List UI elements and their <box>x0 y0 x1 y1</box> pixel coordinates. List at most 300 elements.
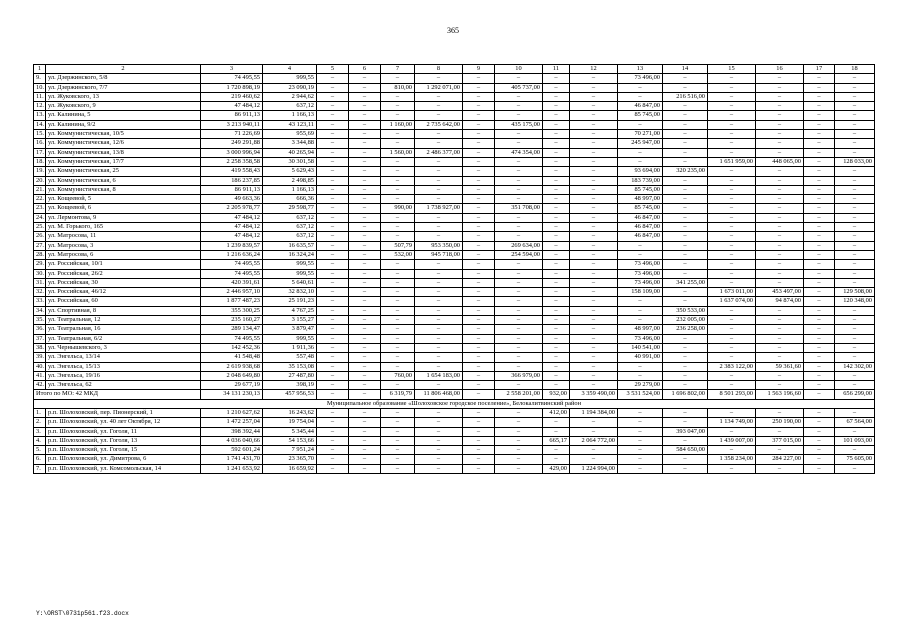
table-cell: – <box>570 288 618 297</box>
table-cell: ул. Театральная, 16 <box>46 325 201 334</box>
table-cell: 637,12 <box>263 232 317 241</box>
table-cell: 29 598,77 <box>263 204 317 213</box>
table-cell: – <box>349 167 381 176</box>
table-cell: – <box>349 130 381 139</box>
table-cell: – <box>663 381 708 390</box>
table-row <box>34 148 875 157</box>
table-cell: 457 956,53 <box>263 390 317 399</box>
table-cell: – <box>463 83 495 92</box>
table-cell: – <box>663 111 708 120</box>
table-cell: 999,55 <box>263 269 317 278</box>
table-cell: – <box>317 390 349 399</box>
table-cell: – <box>317 381 349 390</box>
table-row <box>34 83 875 92</box>
table-cell: – <box>835 408 875 417</box>
table-row <box>34 436 875 445</box>
table-cell: – <box>317 436 349 445</box>
table-cell: – <box>543 176 570 185</box>
table-cell: – <box>835 74 875 83</box>
table-cell: – <box>415 195 463 204</box>
table-cell: – <box>381 176 415 185</box>
table-cell: 10 <box>495 65 543 74</box>
table-cell: Итого по МО: 42 МКД <box>34 390 201 399</box>
table-cell: – <box>804 102 835 111</box>
table-cell: – <box>663 455 708 464</box>
table-cell: – <box>415 427 463 436</box>
table-cell: 34 131 230,13 <box>201 390 263 399</box>
table-cell: – <box>804 260 835 269</box>
table-cell: – <box>756 185 804 194</box>
table-cell: – <box>381 325 415 334</box>
table-cell: 32. <box>34 288 46 297</box>
table-cell: 232 005,00 <box>663 316 708 325</box>
table-cell: р.п. Шолоховский, ул. Гоголя, 13 <box>46 436 201 445</box>
table-cell: – <box>570 223 618 232</box>
table-cell: – <box>835 269 875 278</box>
table-cell: 945 718,00 <box>415 250 463 259</box>
table-cell: – <box>381 334 415 343</box>
table-cell: – <box>618 316 663 325</box>
table-cell: 1 439 007,00 <box>708 436 756 445</box>
table-cell: – <box>349 278 381 287</box>
table-cell: – <box>570 74 618 83</box>
table-cell: – <box>495 102 543 111</box>
table-cell: 1 472 257,04 <box>201 418 263 427</box>
table-cell: 1 738 927,00 <box>415 204 463 213</box>
table-cell: – <box>349 148 381 157</box>
table-cell: – <box>543 130 570 139</box>
table-cell: – <box>463 325 495 334</box>
table-cell: 398,19 <box>263 381 317 390</box>
table-cell: 101 093,00 <box>835 436 875 445</box>
table-cell: – <box>415 446 463 455</box>
table-cell: – <box>463 316 495 325</box>
table-cell: – <box>804 362 835 371</box>
table-cell: – <box>349 325 381 334</box>
table-cell: – <box>317 148 349 157</box>
table-cell: – <box>543 241 570 250</box>
table-cell: – <box>349 390 381 399</box>
table-cell: – <box>756 446 804 455</box>
table-cell: – <box>495 167 543 176</box>
table-cell: 38. <box>34 343 46 352</box>
table-cell: 27. <box>34 241 46 250</box>
table-cell: – <box>804 130 835 139</box>
table-cell: – <box>543 418 570 427</box>
table-cell: – <box>317 223 349 232</box>
table-cell: – <box>495 74 543 83</box>
table-cell: 2 <box>46 65 201 74</box>
table-cell: – <box>756 278 804 287</box>
table-cell: – <box>756 343 804 352</box>
table-cell: 3 000 996,94 <box>201 148 263 157</box>
table-cell: – <box>804 297 835 306</box>
table-cell: 507,79 <box>381 241 415 250</box>
table-cell: 4 767,25 <box>263 306 317 315</box>
table-cell: – <box>463 288 495 297</box>
table-cell: 1 654 183,00 <box>415 371 463 380</box>
table-cell: 86 911,13 <box>201 185 263 194</box>
table-cell: – <box>708 92 756 101</box>
table-cell: 448 065,00 <box>756 157 804 166</box>
table-row <box>34 260 875 269</box>
table-cell: ул. Энгельса, 62 <box>46 381 201 390</box>
table-row <box>34 362 875 371</box>
table-cell: – <box>618 148 663 157</box>
table-cell: – <box>835 464 875 473</box>
footer-file-path: Y:\ORST\0731p561.f23.docx <box>36 610 129 617</box>
table-cell: – <box>756 427 804 436</box>
table-cell: – <box>349 74 381 83</box>
table-cell: – <box>463 343 495 352</box>
table-cell: – <box>804 427 835 436</box>
table-cell: – <box>708 408 756 417</box>
table-cell: – <box>317 92 349 101</box>
table-cell: 1 637 074,00 <box>708 297 756 306</box>
table-cell: 85 745,00 <box>618 204 663 213</box>
table-cell: 557,48 <box>263 353 317 362</box>
table-cell: 73 496,00 <box>618 269 663 278</box>
table-cell: ул. Российская, 26/2 <box>46 269 201 278</box>
table-cell: р.п. Шолоховский, ул. Димитрова, 6 <box>46 455 201 464</box>
table-row <box>34 353 875 362</box>
table-cell: – <box>463 92 495 101</box>
table-cell: – <box>349 185 381 194</box>
table-cell: – <box>570 185 618 194</box>
table-cell: 120 348,00 <box>835 297 875 306</box>
table-cell: – <box>804 139 835 148</box>
table-cell: – <box>381 288 415 297</box>
table-cell: – <box>381 232 415 241</box>
table-cell: 73 496,00 <box>618 74 663 83</box>
table-cell: – <box>317 408 349 417</box>
table-cell: – <box>835 111 875 120</box>
table-cell: 2 558 201,00 <box>495 390 543 399</box>
table-cell: – <box>543 167 570 176</box>
table-cell: – <box>618 446 663 455</box>
table-cell: – <box>708 167 756 176</box>
table-row <box>34 427 875 436</box>
table-cell: 990,00 <box>381 204 415 213</box>
table-row <box>34 297 875 306</box>
table-cell: – <box>804 148 835 157</box>
table-cell: – <box>381 92 415 101</box>
table-cell: 19 754,04 <box>263 418 317 427</box>
table-cell: 3 359 490,00 <box>570 390 618 399</box>
table-cell: – <box>543 139 570 148</box>
table-cell: – <box>708 464 756 473</box>
table-cell: ул. Коммунистическая, 12/6 <box>46 139 201 148</box>
table-cell: – <box>317 241 349 250</box>
table-cell: – <box>835 176 875 185</box>
table-cell: 23 365,70 <box>263 455 317 464</box>
table-cell: – <box>756 306 804 315</box>
table-cell: – <box>835 223 875 232</box>
table-cell: – <box>381 381 415 390</box>
table-cell: 1 194 384,00 <box>570 408 618 417</box>
table-cell: – <box>804 74 835 83</box>
table-cell: – <box>756 260 804 269</box>
table-cell: ул. Энгельса, 15/13 <box>46 362 201 371</box>
table-cell: 216 516,00 <box>663 92 708 101</box>
table-cell: – <box>463 297 495 306</box>
table-cell: ул. Кощеевой, 5 <box>46 195 201 204</box>
table-cell: – <box>804 204 835 213</box>
table-cell: 2 048 649,80 <box>201 371 263 380</box>
table-cell: – <box>317 353 349 362</box>
table-cell: 1 560,00 <box>381 148 415 157</box>
table-cell: – <box>663 204 708 213</box>
table-cell: 3 155,27 <box>263 316 317 325</box>
table-cell: 73 496,00 <box>618 260 663 269</box>
table-cell: – <box>804 343 835 352</box>
table-cell: – <box>495 418 543 427</box>
table-cell: – <box>756 148 804 157</box>
table-cell: – <box>663 195 708 204</box>
table-cell: 1 239 839,57 <box>201 241 263 250</box>
table-cell: – <box>349 381 381 390</box>
table-cell: – <box>381 130 415 139</box>
table-cell: – <box>349 176 381 185</box>
table-cell: – <box>708 241 756 250</box>
table-cell: 1 224 994,00 <box>570 464 618 473</box>
table-row <box>34 176 875 185</box>
table-cell: – <box>618 436 663 445</box>
table-cell: 236 258,00 <box>663 325 708 334</box>
table-cell: 129 508,00 <box>835 288 875 297</box>
table-cell: – <box>463 390 495 399</box>
table-cell: 35 153,08 <box>263 362 317 371</box>
table-cell: – <box>756 167 804 176</box>
table-cell: – <box>317 260 349 269</box>
table-cell: – <box>663 83 708 92</box>
table-cell: – <box>756 316 804 325</box>
table-cell: 29 279,00 <box>618 381 663 390</box>
table-cell: – <box>570 148 618 157</box>
table-cell: – <box>463 334 495 343</box>
table-cell: – <box>415 185 463 194</box>
table-cell: – <box>570 297 618 306</box>
table-cell: ул. Театральная, 6/2 <box>46 334 201 343</box>
table-cell: – <box>415 139 463 148</box>
table-cell: – <box>349 464 381 473</box>
table-cell: 73 496,00 <box>618 334 663 343</box>
table-cell: – <box>804 353 835 362</box>
table-cell: р.п. Шолоховский, ул. 40 лет Октября, 12 <box>46 418 201 427</box>
table-cell: ул. Театральная, 12 <box>46 316 201 325</box>
table-cell: ул. Матросова, 3 <box>46 241 201 250</box>
table-cell: – <box>463 232 495 241</box>
table-cell: – <box>570 362 618 371</box>
table-cell: – <box>495 278 543 287</box>
table-cell: – <box>495 464 543 473</box>
table-cell: 10. <box>34 83 46 92</box>
table-cell: – <box>317 176 349 185</box>
table-row <box>34 464 875 473</box>
table-cell: – <box>756 223 804 232</box>
table-cell: – <box>618 464 663 473</box>
table-cell: – <box>317 167 349 176</box>
table-cell: 419 558,43 <box>201 167 263 176</box>
table-cell: – <box>804 390 835 399</box>
table-row <box>34 92 875 101</box>
table-cell: – <box>835 316 875 325</box>
table-cell: 25 191,23 <box>263 297 317 306</box>
table-cell: – <box>756 92 804 101</box>
table-cell: – <box>495 408 543 417</box>
table-cell: – <box>663 250 708 259</box>
table-cell: – <box>663 157 708 166</box>
table-cell: 955,69 <box>263 130 317 139</box>
table-cell: – <box>415 362 463 371</box>
table-cell: 1 216 636,24 <box>201 250 263 259</box>
table-cell: 474 354,00 <box>495 148 543 157</box>
table-cell: – <box>415 464 463 473</box>
table-cell: – <box>381 195 415 204</box>
table-cell: – <box>756 111 804 120</box>
table-cell: 219 460,62 <box>201 92 263 101</box>
table-cell: – <box>495 288 543 297</box>
table-cell: – <box>835 260 875 269</box>
table-cell: – <box>756 74 804 83</box>
table-cell: – <box>463 241 495 250</box>
table-cell: – <box>415 232 463 241</box>
table-cell: – <box>708 325 756 334</box>
table-cell: – <box>570 195 618 204</box>
table-cell: – <box>463 408 495 417</box>
table-cell: – <box>804 176 835 185</box>
table-cell: – <box>570 455 618 464</box>
table-cell: – <box>804 371 835 380</box>
table-cell: – <box>349 427 381 436</box>
table-cell: – <box>570 371 618 380</box>
table-cell: 1 160,00 <box>381 120 415 129</box>
table-cell: – <box>415 325 463 334</box>
table-cell: – <box>317 195 349 204</box>
table-cell: ул. Дзержинского, 7/7 <box>46 83 201 92</box>
table-cell: – <box>463 353 495 362</box>
table-cell: – <box>804 195 835 204</box>
table-cell: – <box>317 297 349 306</box>
table-cell: – <box>495 297 543 306</box>
table-cell: – <box>663 297 708 306</box>
table-cell: – <box>804 436 835 445</box>
table-cell: – <box>495 232 543 241</box>
table-cell: – <box>495 223 543 232</box>
table-cell: 16 <box>756 65 804 74</box>
table-cell: – <box>756 120 804 129</box>
table-cell: 140 541,00 <box>618 343 663 352</box>
table-cell: 186 237,85 <box>201 176 263 185</box>
table-cell: – <box>804 288 835 297</box>
table-cell: – <box>415 130 463 139</box>
table-cell: – <box>570 213 618 222</box>
table-cell: 1. <box>34 408 46 417</box>
table-cell: – <box>804 223 835 232</box>
table-cell: 377 015,00 <box>756 436 804 445</box>
table-cell: р.п. Шолоховский, ул. Комсомольская, 14 <box>46 464 201 473</box>
table-cell: – <box>570 176 618 185</box>
table-cell: – <box>708 102 756 111</box>
table-cell: – <box>463 418 495 427</box>
table-cell: 34. <box>34 306 46 315</box>
table-cell: 23 090,19 <box>263 83 317 92</box>
table-cell: 999,55 <box>263 260 317 269</box>
table-cell: 128 033,00 <box>835 157 875 166</box>
table-row <box>34 157 875 166</box>
table-cell: 7 951,24 <box>263 446 317 455</box>
table-cell: – <box>756 176 804 185</box>
table-cell: – <box>570 316 618 325</box>
table-cell: 54 153,66 <box>263 436 317 445</box>
table-cell: – <box>381 260 415 269</box>
table-cell: – <box>463 204 495 213</box>
table-cell: 3. <box>34 427 46 436</box>
table-cell: – <box>317 185 349 194</box>
table-cell: – <box>495 334 543 343</box>
table-cell: – <box>804 408 835 417</box>
table-row <box>34 139 875 148</box>
table-cell: 350 533,00 <box>663 306 708 315</box>
table-cell: – <box>543 343 570 352</box>
table-cell: – <box>663 362 708 371</box>
table-cell: – <box>618 92 663 101</box>
table-cell: – <box>495 130 543 139</box>
table-cell: – <box>317 306 349 315</box>
table-cell: – <box>543 288 570 297</box>
table-cell: – <box>543 446 570 455</box>
table-cell: 18. <box>34 157 46 166</box>
table-cell: – <box>381 223 415 232</box>
table-cell: – <box>804 167 835 176</box>
table-cell: – <box>349 204 381 213</box>
table-cell: – <box>317 269 349 278</box>
table-cell: – <box>663 464 708 473</box>
table-cell: 86 911,13 <box>201 111 263 120</box>
table-cell: – <box>804 464 835 473</box>
table-cell: 2 064 772,00 <box>570 436 618 445</box>
table-cell: – <box>415 260 463 269</box>
table-cell: – <box>804 316 835 325</box>
table-cell: 1 673 011,00 <box>708 288 756 297</box>
table-cell: – <box>570 381 618 390</box>
table-cell: – <box>381 446 415 455</box>
table-cell: – <box>708 269 756 278</box>
table-cell: – <box>317 74 349 83</box>
table-cell: – <box>804 306 835 315</box>
table-cell: ул. Российская, 60 <box>46 297 201 306</box>
table-cell: – <box>804 446 835 455</box>
table-cell: – <box>381 362 415 371</box>
table-cell: – <box>756 408 804 417</box>
table-cell: 75 605,00 <box>835 455 875 464</box>
table-cell: 2 944,62 <box>263 92 317 101</box>
table-cell: 637,12 <box>263 223 317 232</box>
table-cell: 2 258 358,58 <box>201 157 263 166</box>
table-cell: – <box>463 74 495 83</box>
table-cell: – <box>317 213 349 222</box>
table-cell: 4 <box>263 65 317 74</box>
table-cell: – <box>317 232 349 241</box>
table-cell: 11 806 468,00 <box>415 390 463 399</box>
table-cell: – <box>570 241 618 250</box>
table-cell: ул. Коммунистическая, 25 <box>46 167 201 176</box>
table-cell: 5. <box>34 446 46 455</box>
table-cell: Муниципальное образование «Шолоховское городское поселение», Белокалитвинский район <box>34 399 875 408</box>
table-cell: – <box>463 157 495 166</box>
table-cell: – <box>804 334 835 343</box>
table-cell: 2. <box>34 418 46 427</box>
